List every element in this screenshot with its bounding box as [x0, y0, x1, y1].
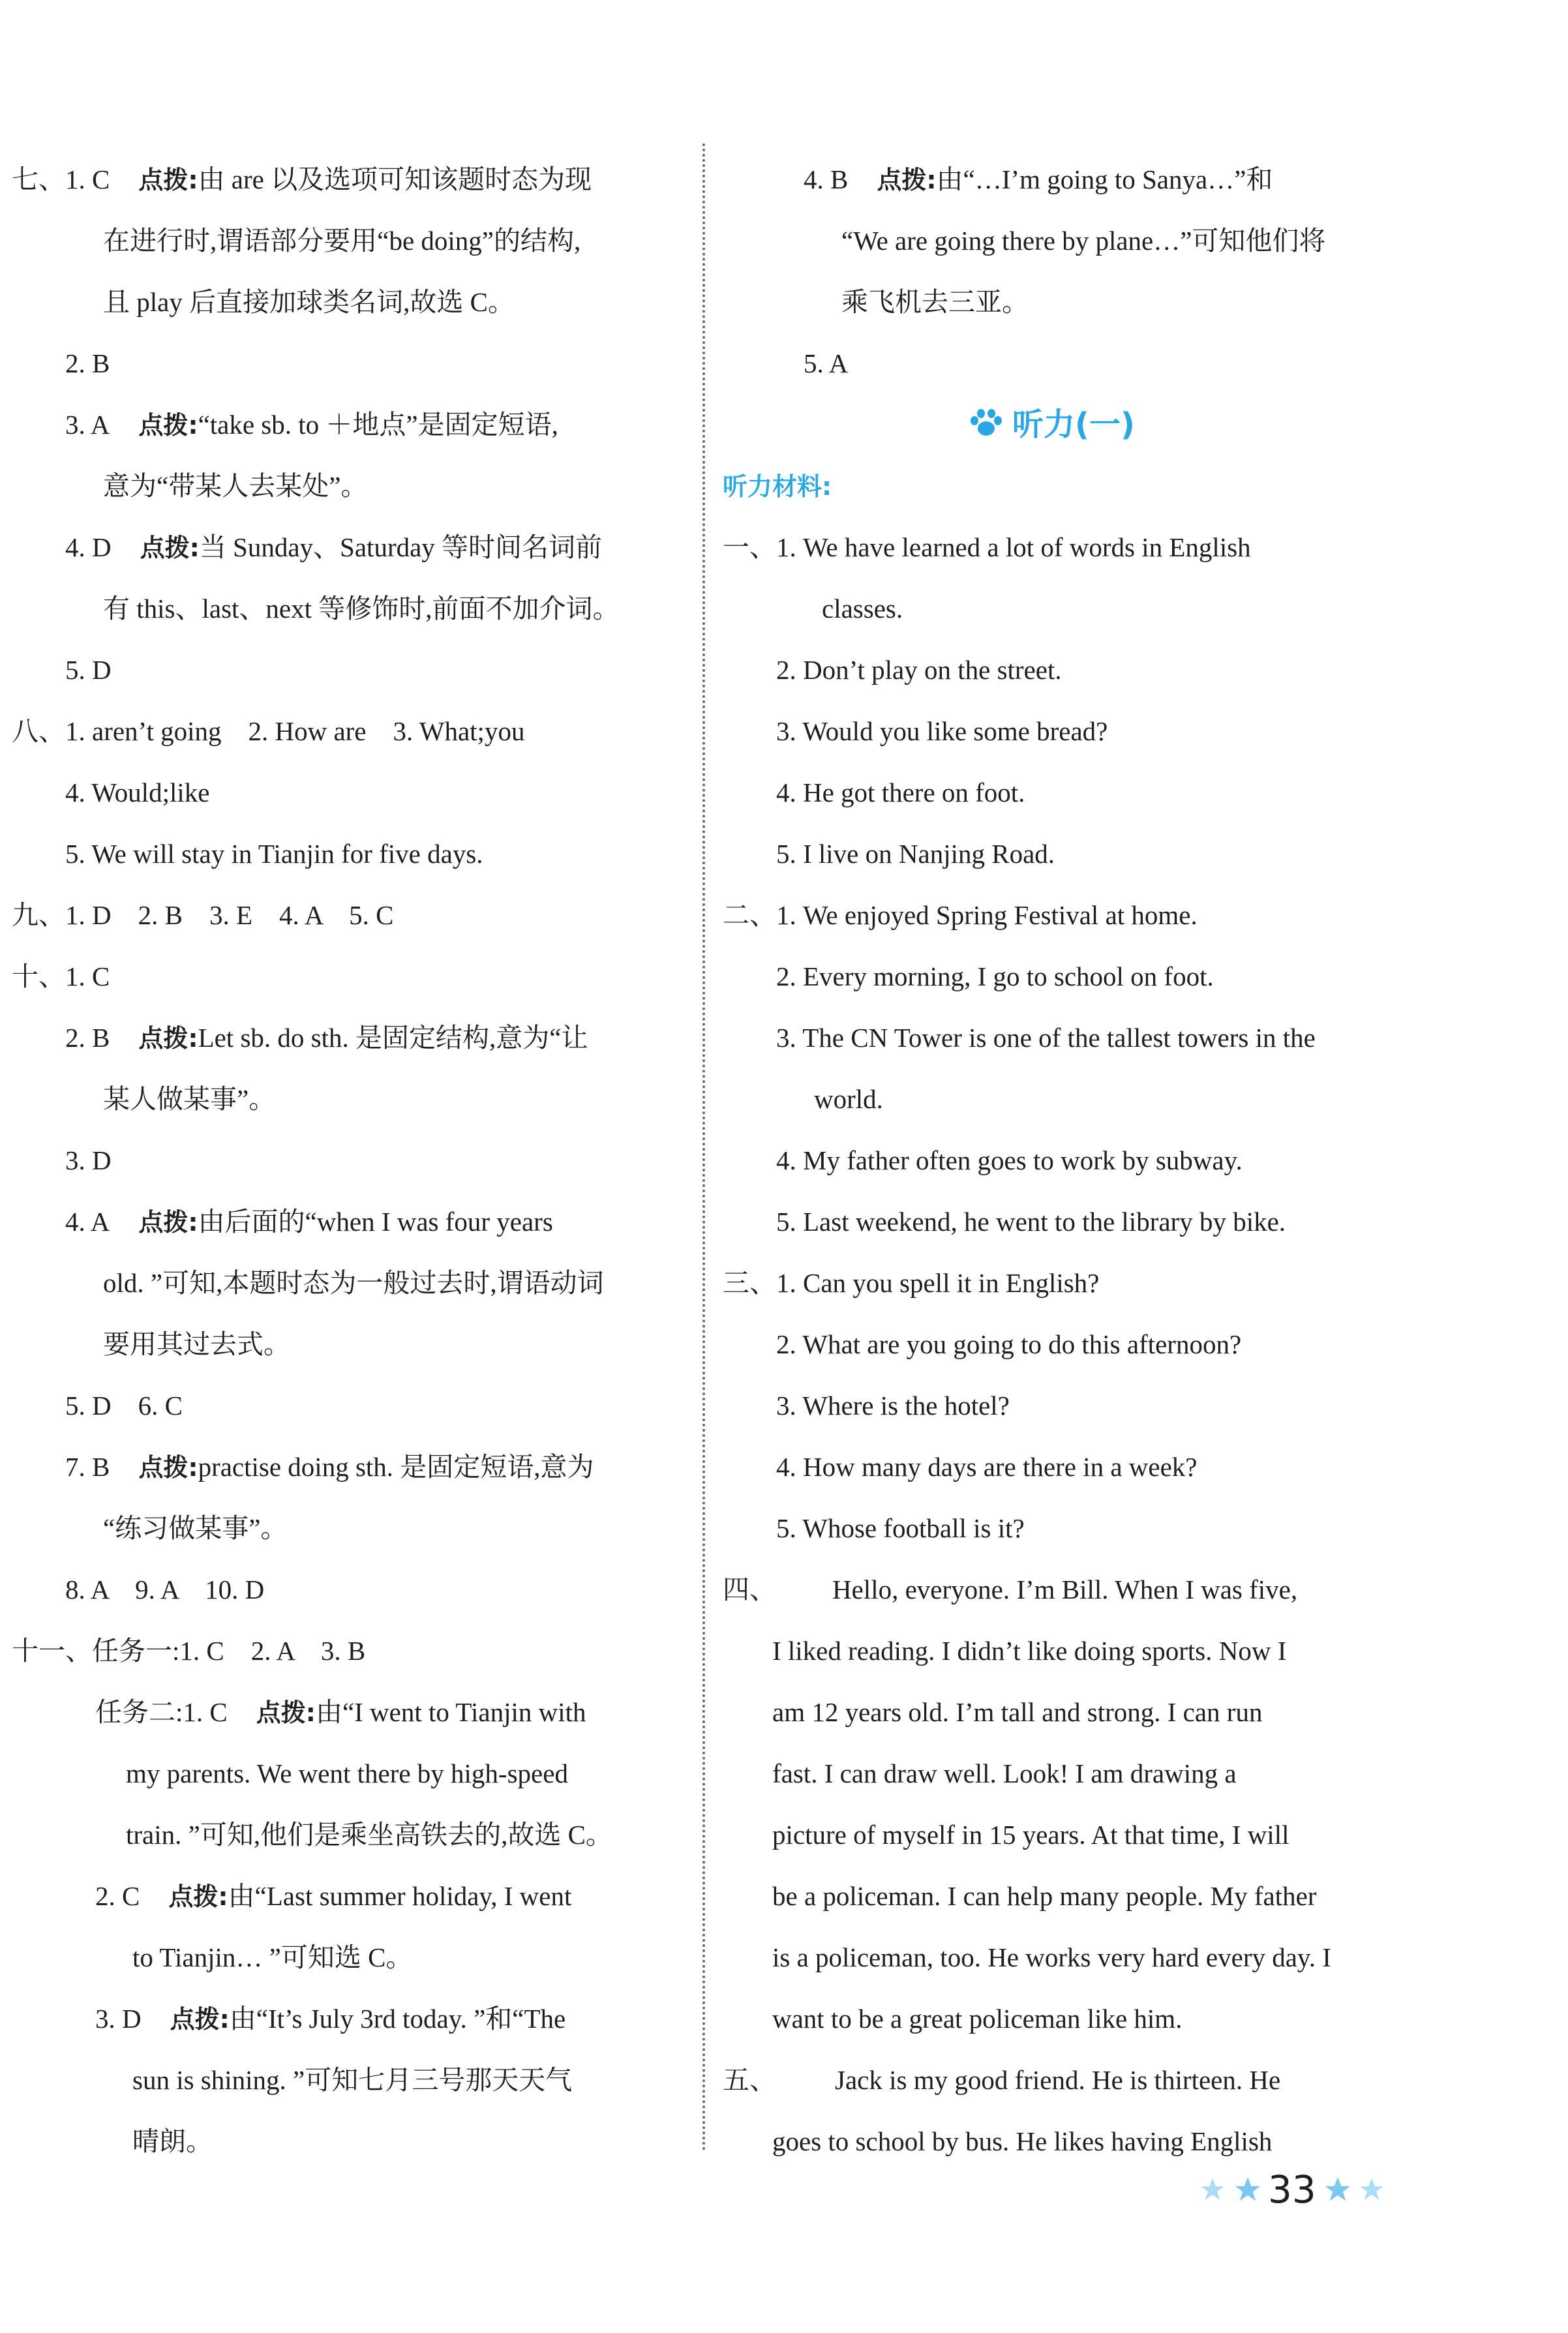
q11-task-2: 任务二:1. C 点拨:由“I went to Tianjin with: [95, 1697, 586, 1727]
tip-label: 点拨:: [877, 166, 937, 194]
s3-line-4: 4. How many days are there in a week?: [776, 1452, 1198, 1482]
star-icon: [1200, 2177, 1225, 2202]
q10-item-7: 7. B 点拨:practise doing sth. 是固定短语,意为: [65, 1452, 594, 1482]
q10-item-4-cont: 要用其过去式。: [103, 1329, 290, 1359]
section-number: 五、: [723, 2065, 776, 2095]
tip-label: 点拨:: [138, 1024, 198, 1053]
q11-task-2-cont: train. ”可知,他们是乘坐高铁去的,故选 C。: [126, 1820, 612, 1850]
s2-line-3: 3. The CN Tower is one of the tallest towers in the: [776, 1023, 1316, 1053]
tip-label: 点拨:: [140, 534, 200, 562]
s5-line: goes to school by bus. He likes having English: [772, 2126, 1273, 2156]
section-number: 八、: [12, 716, 65, 746]
star-icon: [1359, 2177, 1384, 2202]
s4-line: is a policeman, too. He works very hard every day. I: [772, 1942, 1331, 1972]
section-number: 九、: [12, 900, 65, 930]
r-item-4-cont: “We are going there by plane…”可知他们将: [841, 226, 1326, 256]
section-number: 二、: [723, 900, 776, 930]
q7-item-4-cont: 有 this、last、next 等修饰时,前面不加介词。: [103, 594, 620, 624]
q10-item-1: 十、1. C: [12, 961, 110, 991]
q10-item-4: 4. A 点拨:由后面的“when I was four years: [65, 1207, 553, 1237]
tip-label: 点拨:: [170, 2005, 230, 2034]
section-number: 七、: [12, 164, 65, 194]
s3-line-3: 3. Where is the hotel?: [776, 1391, 1010, 1421]
tip-label: 点拨:: [256, 1698, 316, 1727]
star-icon: [1234, 2176, 1261, 2203]
s4-line: be a policeman. I can help many people. My father: [772, 1881, 1317, 1911]
section-number: 十、: [12, 961, 65, 991]
column-divider: [702, 143, 705, 2152]
right-column: [723, 149, 1381, 2172]
s1-line-4: 4. He got there on foot.: [776, 777, 1025, 807]
tip-label: 点拨:: [168, 1882, 228, 1911]
s2-line-3-cont: world.: [814, 1084, 883, 1114]
s4-line: I liked reading. I didn’t like doing sports. Now I: [772, 1636, 1287, 1666]
listening-heading-text: 听力(一): [1012, 406, 1135, 443]
section-number: 三、: [723, 1268, 776, 1298]
section-number: 一、: [723, 532, 776, 562]
s1-line-2: 2. Don’t play on the street.: [776, 655, 1062, 685]
paw-icon: [969, 409, 1003, 438]
s4-line: picture of myself in 15 years. At that time, I will: [772, 1820, 1289, 1850]
section-number: 十一、: [12, 1636, 92, 1666]
tip-label: 点拨:: [138, 411, 198, 440]
s3-line-1: 三、1. Can you spell it in English?: [723, 1268, 1100, 1298]
q10-item-8: 8. A 9. A 10. D: [65, 1574, 265, 1604]
s3-line-5: 5. Whose football is it?: [776, 1513, 1025, 1543]
s2-line-4: 4. My father often goes to work by subway.: [776, 1145, 1243, 1175]
q7-item-3-cont: 意为“带某人去某处”。: [103, 471, 368, 501]
q10-item-3: 3. D: [65, 1145, 112, 1175]
s4-line: fast. I can draw well. Look! I am drawing a: [772, 1758, 1237, 1788]
q7-item-2: 2. B: [65, 348, 110, 378]
tip-label: 点拨:: [138, 166, 198, 194]
materials-label: 听力材料:: [723, 472, 832, 501]
q7-item-1-cont: 在进行时,谓语部分要用“be doing”的结构,: [103, 226, 581, 256]
q11-task-2-cont: my parents. We went there by high-speed: [126, 1758, 568, 1788]
tip-label: 点拨:: [138, 1453, 198, 1482]
s1-line-3: 3. Would you like some bread?: [776, 716, 1108, 746]
s4-line-1: 四、 Hello, everyone. I’m Bill. When I was five,: [723, 1574, 1298, 1604]
left-column: [12, 149, 664, 2172]
page-number: 33: [1268, 2167, 1316, 2212]
q10-item-5: 5. D 6. C: [65, 1391, 183, 1421]
q7-item-4: 4. D 点拨:当 Sunday、Saturday 等时间名词前: [65, 532, 603, 562]
q8-line-2: 4. Would;like: [65, 777, 210, 807]
q10-item-2-cont: 某人做某事”。: [103, 1084, 276, 1114]
s1-line-1-cont: classes.: [822, 594, 903, 624]
q11-task-2-item-2: 2. C 点拨:由“Last summer holiday, I went: [95, 1881, 572, 1911]
q10-item-2: 2. B 点拨:Let sb. do sth. 是固定结构,意为“让: [65, 1023, 588, 1053]
tip-label: 点拨:: [138, 1208, 198, 1237]
s2-line-1: 二、1. We enjoyed Spring Festival at home.: [723, 900, 1198, 930]
q8-line-3: 5. We will stay in Tianjin for five days.: [65, 839, 483, 869]
s3-line-2: 2. What are you going to do this afternoon?: [776, 1329, 1242, 1359]
r-item-4-cont: 乘飞机去三亚。: [841, 287, 1029, 317]
r-item-5: 5. A: [804, 348, 849, 378]
q7-item-1-cont: 且 play 后直接加球类名词,故选 C。: [103, 287, 515, 317]
q7-item-5: 5. D: [65, 655, 112, 685]
s4-line: want to be a great policeman like him.: [772, 2004, 1183, 2034]
q8-line-1: 八、1. aren’t going 2. How are 3. What;you: [12, 716, 525, 746]
section-number: 四、: [723, 1574, 776, 1604]
q11-task-2-item-3: 3. D 点拨:由“It’s July 3rd today. ”和“The: [95, 2004, 566, 2034]
star-icon: [1324, 2176, 1351, 2203]
listening-heading: [723, 394, 1381, 455]
s5-line-1: 五、 Jack is my good friend. He is thirteen. He: [723, 2065, 1281, 2095]
q10-item-7-cont: “练习做某事”。: [103, 1513, 288, 1543]
q7-item-3: 3. A 点拨:“take sb. to ＋地点”是固定短语,: [65, 410, 558, 440]
s1-line-1: 一、1. We have learned a lot of words in English: [723, 532, 1251, 562]
r-item-4: 4. B 点拨:由“…I’m going to Sanya…”和: [804, 164, 1273, 194]
s2-line-2: 2. Every morning, I go to school on foot.: [776, 961, 1214, 991]
q11-task-2-item-2-cont: to Tianjin… ”可知选 C。: [132, 1942, 413, 1972]
q11-task-1: 十一、任务一:1. C 2. A 3. B: [12, 1636, 366, 1666]
q11-task-2-item-3-cont: sun is shining. ”可知七月三号那天天气: [132, 2065, 573, 2095]
s4-line: am 12 years old. I’m tall and strong. I can run: [772, 1697, 1263, 1727]
s1-line-5: 5. I live on Nanjing Road.: [776, 839, 1055, 869]
q10-item-4-cont: old. ”可知,本题时态为一般过去时,谓语动词: [103, 1268, 604, 1298]
q7-item-1: 七、1. C 点拨:由 are 以及选项可知该题时态为现: [12, 164, 592, 194]
q9-line-1: 九、1. D 2. B 3. E 4. A 5. C: [12, 900, 394, 930]
q11-task-2-item-3-cont: 晴朗。: [132, 2126, 213, 2156]
s2-line-5: 5. Last weekend, he went to the library by bike.: [776, 1207, 1286, 1237]
